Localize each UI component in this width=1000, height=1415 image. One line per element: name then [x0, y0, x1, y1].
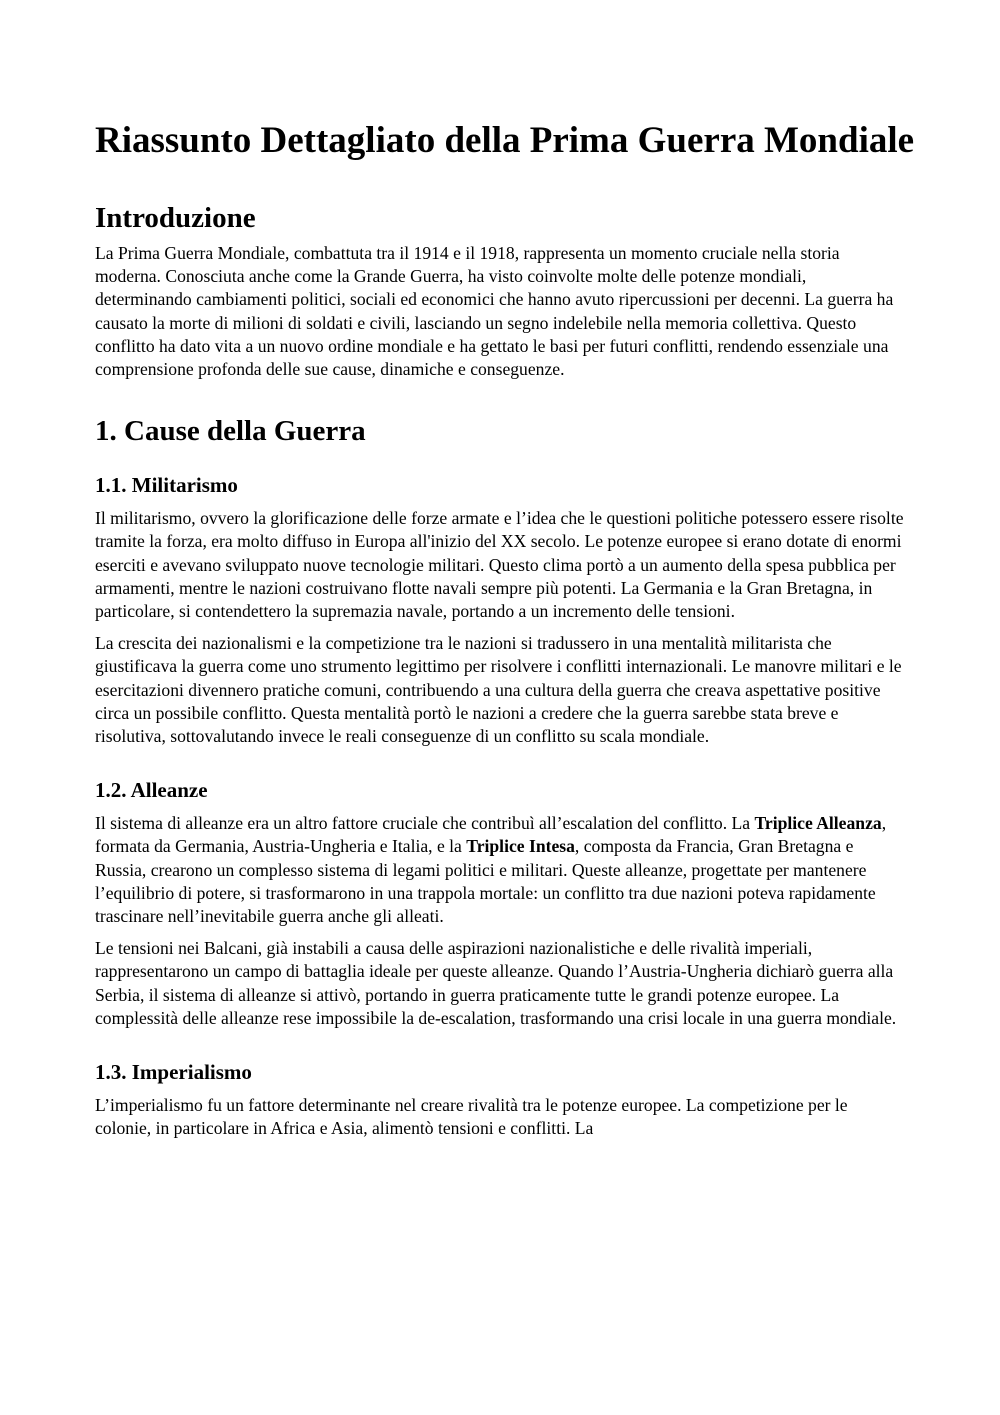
intro-heading: Introduzione: [95, 202, 256, 234]
alleanze-text-1: Il sistema di alleanze era un altro fattore cruciale che contribuì all’escalation del conflitto. La: [95, 813, 755, 834]
document-title: Riassunto Dettagliato della Prima Guerra Mondiale: [95, 120, 915, 161]
militarismo-heading: 1.1. Militarismo: [95, 473, 238, 498]
alleanze-text-3: , composta da Francia, Gran Bretagna e Russia, crearono un complesso sistema di legami politici e militari. Queste alleanze, progettate per mantenere l’equilibrio di potere, si trasformarono in una trappola mortale: un conflitto tra due nazioni poteva rapidamente trascinare nell’inevitabile guerra anche gli alleati.: [95, 836, 876, 927]
intro-paragraph: La Prima Guerra Mondiale, combattuta tra il 1914 e il 1918, rappresenta un momento cruciale nella storia moderna. Conosciuta anche come la Grande Guerra, ha visto coinvolte molte delle potenze mondiali, determinando cambiamenti politici, sociali ed economici che hanno avuto ripercussioni per decenni. La guerra ha causato la morte di milioni di soldati e civili, lasciando un segno indelebile nella memoria collettiva. Questo conflitto ha dato vita a un nuovo ordine mondiale e ha gettato le basi per futuri conflitti, rendendo essenziale una comprensione profonda delle sue cause, dinamiche e conseguenze.: [95, 243, 894, 380]
alleanze-paragraph-1: [95, 812, 907, 928]
triplice-intesa-term: Triplice Intesa: [466, 836, 575, 857]
militarismo-paragraph-1: Il militarismo, ovvero la glorificazione delle forze armate e l’idea che le questioni politiche potessero essere risolte tramite la forza, era molto diffuso in Europa all'inizio del XX secolo. Le potenze europee si erano dotate di enormi eserciti e avevano sviluppato nuove tecnologie militari. Questo clima portò a un aumento della spesa pubblica per armamenti, mentre le nazioni costruivano flotte navali sempre più potenti. La Germania e la Gran Bretagna, in particolare, si contendettero la supremazia navale, portando a un incremento delle tensioni.: [95, 508, 904, 622]
alleanze-heading: 1.2. Alleanze: [95, 778, 208, 803]
alleanze-paragraph-2: Le tensioni nei Balcani, già instabili a causa delle aspirazioni nazionalistiche e delle rivalità imperiali, rappresentarono un campo di battaglia ideale per queste alleanze. Quando l’Austria-Ungheria dichiarò guerra alla Serbia, il sistema di alleanze si attivò, portando in guerra praticamente tutte le grandi potenze europee. La complessità delle alleanze rese impossibile la de-escalation, trasformando una crisi locale in una guerra mondiale.: [95, 938, 897, 1028]
alleanze-text-2: , formata da Germania, Austria-Ungheria e Italia, e la: [95, 813, 887, 857]
imperialismo-heading: 1.3. Imperialismo: [95, 1060, 252, 1085]
document-page: [95, 118, 915, 1149]
militarismo-paragraph-2: La crescita dei nazionalismi e la competizione tra le nazioni si tradussero in una mentalità militarista che giustificava la guerra come uno strumento legittimo per risolvere i conflitti internazionali. Le manovre militari e le esercitazioni divennero pratiche comuni, contribuendo a una cultura della guerra che creava aspettative positive circa un possibile conflitto. Questa mentalità portò le nazioni a credere che la guerra sarebbe stata breve e risolutiva, sottovalutando invece le reali conseguenze di un conflitto su scala mondiale.: [95, 633, 902, 747]
imperialismo-paragraph-1: L’imperialismo fu un fattore determinante nel creare rivalità tra le potenze europee. La competizione per le colonie, in particolare in Africa e Asia, alimentò tensioni e conflitti. La: [95, 1095, 848, 1139]
section-causes-heading: 1. Cause della Guerra: [95, 415, 366, 448]
triplice-alleanza-term: Triplice Alleanza: [754, 813, 882, 834]
